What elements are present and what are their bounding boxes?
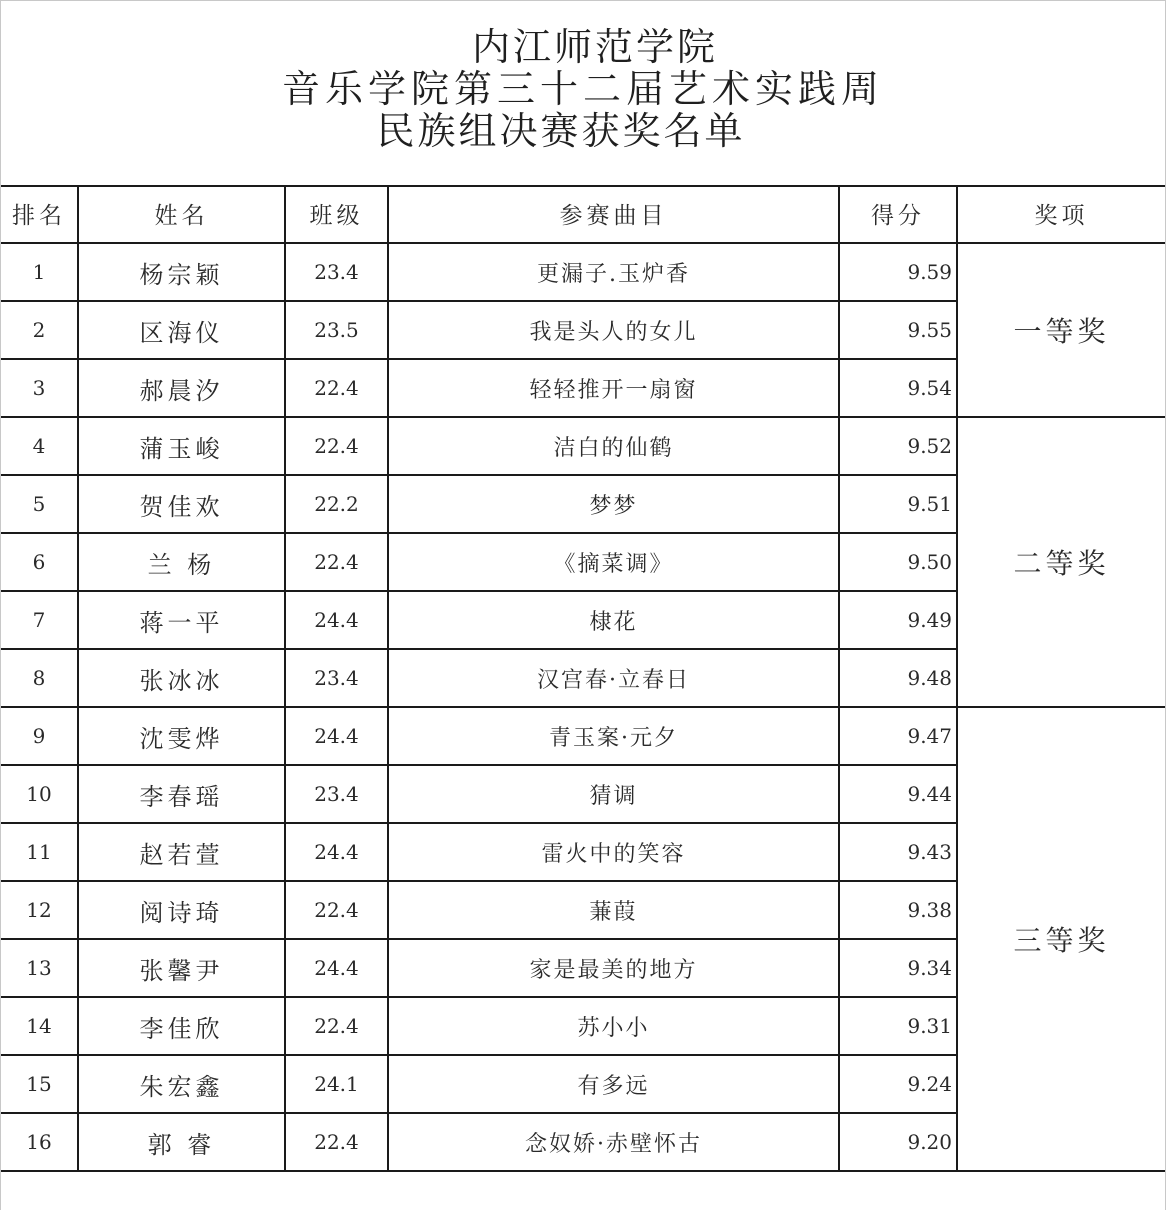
award-cell: 三等奖	[957, 707, 1165, 1171]
piece-cell: 棣花	[388, 591, 839, 649]
score-cell: 9.20	[839, 1113, 957, 1171]
rank-cell: 13	[1, 939, 78, 997]
piece-cell: 我是头人的女儿	[388, 301, 839, 359]
piece-cell: 猜调	[388, 765, 839, 823]
title-school: 内江师范学院	[471, 25, 718, 69]
rank-cell: 7	[1, 591, 78, 649]
name-cell: 贺佳欢	[78, 475, 285, 533]
rank-cell: 9	[1, 707, 78, 765]
results-table	[1, 185, 1165, 1172]
piece-cell: 苏小小	[388, 997, 839, 1055]
rank-cell: 2	[1, 301, 78, 359]
score-cell: 9.34	[839, 939, 957, 997]
rank-cell: 15	[1, 1055, 78, 1113]
class-cell: 22.4	[285, 417, 388, 475]
header-piece: 参赛曲目	[388, 185, 839, 243]
header-class: 班级	[285, 185, 388, 243]
piece-cell: 雷火中的笑容	[388, 823, 839, 881]
name-cell: 张馨尹	[78, 939, 285, 997]
rank-cell: 16	[1, 1113, 78, 1171]
piece-cell: 《摘菜调》	[388, 533, 839, 591]
name-cell: 朱宏鑫	[78, 1055, 285, 1113]
piece-cell: 梦梦	[388, 475, 839, 533]
header-name: 姓名	[78, 185, 285, 243]
results-body	[1, 243, 1165, 1171]
class-cell: 22.4	[285, 881, 388, 939]
piece-cell: 念奴娇·赤壁怀古	[388, 1113, 839, 1171]
piece-cell: 汉宫春·立春日	[388, 649, 839, 707]
name-cell: 李佳欣	[78, 997, 285, 1055]
table-row	[1, 243, 1165, 301]
class-cell: 23.4	[285, 243, 388, 301]
name-cell: 沈雯烨	[78, 707, 285, 765]
score-cell: 9.43	[839, 823, 957, 881]
class-cell: 24.4	[285, 591, 388, 649]
score-cell: 9.49	[839, 591, 957, 649]
rank-cell: 12	[1, 881, 78, 939]
class-cell: 22.4	[285, 1113, 388, 1171]
score-cell: 9.24	[839, 1055, 957, 1113]
name-cell: 蒋一平	[78, 591, 285, 649]
title-event: 音乐学院第三十二届艺术实践周	[281, 67, 884, 111]
award-cell: 二等奖	[957, 417, 1165, 707]
name-cell: 赵若萱	[78, 823, 285, 881]
score-cell: 9.48	[839, 649, 957, 707]
rank-cell: 14	[1, 997, 78, 1055]
score-cell: 9.59	[839, 243, 957, 301]
score-cell: 9.47	[839, 707, 957, 765]
title-block	[1, 1, 1165, 187]
rank-cell: 8	[1, 649, 78, 707]
piece-cell: 更漏子.玉炉香	[388, 243, 839, 301]
piece-cell: 青玉案·元夕	[388, 707, 839, 765]
score-cell: 9.51	[839, 475, 957, 533]
title-list: 民族组决赛获奖名单	[376, 109, 746, 153]
class-cell: 24.1	[285, 1055, 388, 1113]
rank-cell: 11	[1, 823, 78, 881]
score-cell: 9.38	[839, 881, 957, 939]
rank-cell: 1	[1, 243, 78, 301]
piece-cell: 洁白的仙鹤	[388, 417, 839, 475]
header-row	[1, 185, 1165, 243]
class-cell: 24.4	[285, 939, 388, 997]
score-cell: 9.44	[839, 765, 957, 823]
name-cell: 区海仪	[78, 301, 285, 359]
class-cell: 23.4	[285, 765, 388, 823]
score-cell: 9.50	[839, 533, 957, 591]
name-cell: 郝晨汐	[78, 359, 285, 417]
name-cell: 阅诗琦	[78, 881, 285, 939]
class-cell: 23.4	[285, 649, 388, 707]
piece-cell: 蒹葭	[388, 881, 839, 939]
class-cell: 23.5	[285, 301, 388, 359]
name-cell: 蒲玉峻	[78, 417, 285, 475]
class-cell: 22.2	[285, 475, 388, 533]
name-cell: 张冰冰	[78, 649, 285, 707]
score-cell: 9.54	[839, 359, 957, 417]
header-rank: 排名	[1, 185, 78, 243]
header-score: 得分	[839, 185, 957, 243]
rank-cell: 5	[1, 475, 78, 533]
score-cell: 9.55	[839, 301, 957, 359]
score-cell: 9.31	[839, 997, 957, 1055]
piece-cell: 家是最美的地方	[388, 939, 839, 997]
table-row	[1, 417, 1165, 475]
name-cell: 郭 睿	[78, 1113, 285, 1171]
name-cell: 兰 杨	[78, 533, 285, 591]
name-cell: 杨宗颖	[78, 243, 285, 301]
piece-cell: 有多远	[388, 1055, 839, 1113]
score-cell: 9.52	[839, 417, 957, 475]
class-cell: 24.4	[285, 707, 388, 765]
rank-cell: 10	[1, 765, 78, 823]
class-cell: 22.4	[285, 997, 388, 1055]
table-row	[1, 707, 1165, 765]
piece-cell: 轻轻推开一扇窗	[388, 359, 839, 417]
rank-cell: 6	[1, 533, 78, 591]
class-cell: 22.4	[285, 359, 388, 417]
rank-cell: 4	[1, 417, 78, 475]
class-cell: 22.4	[285, 533, 388, 591]
header-award: 奖项	[957, 185, 1165, 243]
name-cell: 李春瑶	[78, 765, 285, 823]
rank-cell: 3	[1, 359, 78, 417]
class-cell: 24.4	[285, 823, 388, 881]
award-cell: 一等奖	[957, 243, 1165, 417]
